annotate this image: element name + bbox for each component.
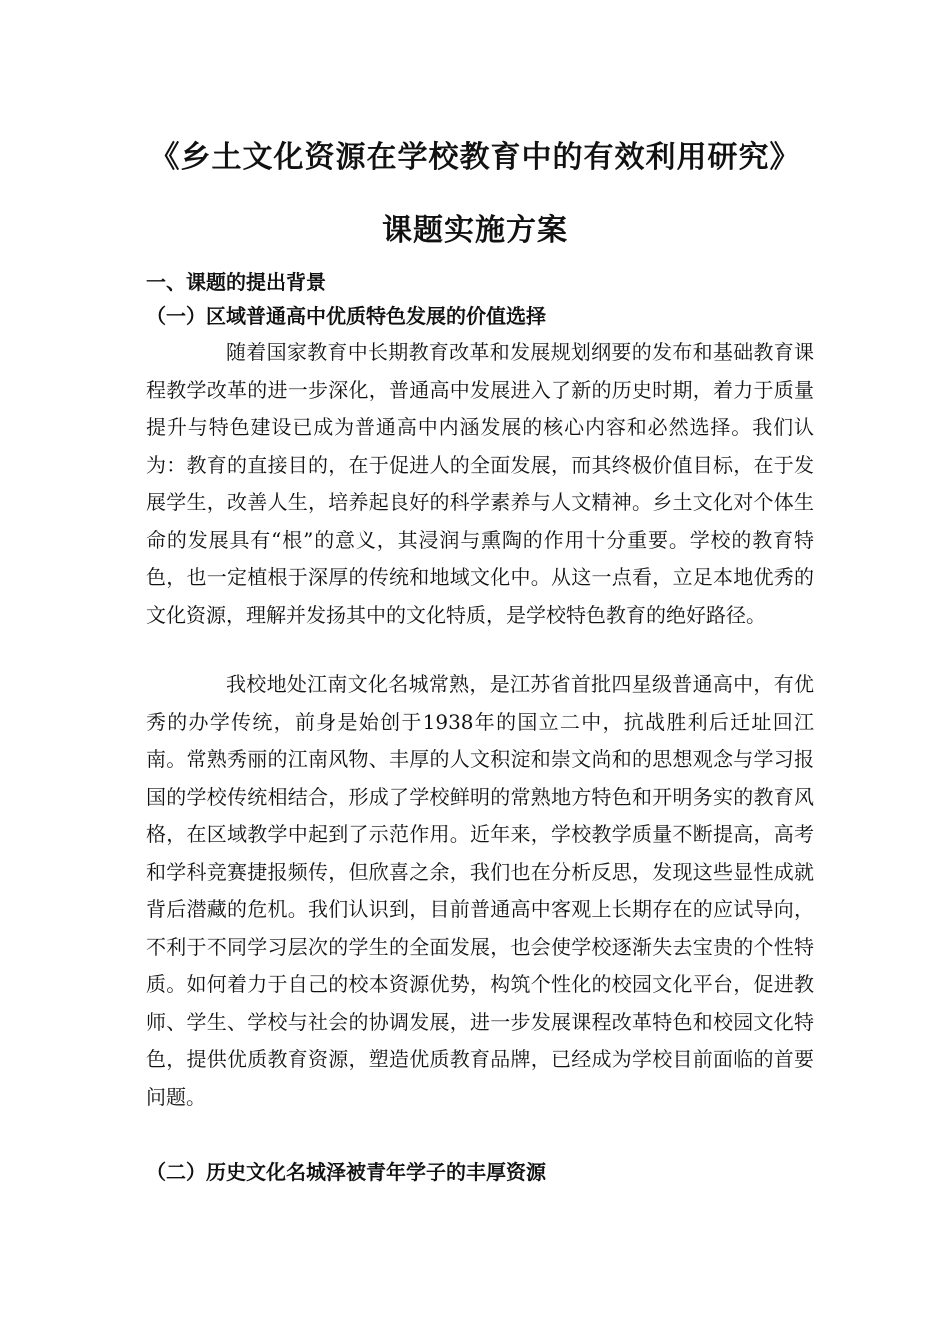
- subsection-heading-value-choice: （一）区域普通高中优质特色发展的价值选择: [146, 304, 546, 328]
- body-paragraph-2: 我校地处江南文化名城常熟，是江苏省首批四星级普通高中，有优秀的办学传统，前身是始创于1938年的国立二中，抗战胜利后迁址回江南。常熟秀丽的江南风物、丰厚的人文积淀和崇文尚和的思想观念与学习报国的学校传统相结合，形成了学校鲜明的常熟地方特色和开明务实的教育风格，在区域教学中起到了示范作用。近年来，学校教学质量不断提高，高考和学科竞赛捷报频传，但欣喜之余，我们也在分析反思，发现这些显性成就背后潜藏的危机。我们认识到，目前普通高中客观上长期存在的应试导向，不利于不同学习层次的学生的全面发展，也会使学校逐渐失去宝贵的个性特质。如何着力于自己的校本资源优势，构筑个性化的校园文化平台，促进教师、学生、学校与社会的协调发展，进一步发展课程改革特色和校园文化特色，提供优质教育资源，塑造优质教育品牌，已经成为学校目前面临的首要问题。: [146, 672, 814, 1109]
- body-paragraph-1: 随着国家教育中长期教育改革和发展规划纲要的发布和基础教育课程教学改革的进一步深化，普通高中发展进入了新的历史时期，着力于质量提升与特色建设已成为普通高中内涵发展的核心内容和必然选择。我们认为：教育的直接目的，在于促进人的全面发展，而其终极价值目标，在于发展学生，改善人生，培养起良好的科学素养与人文精神。乡土文化对个体生命的发展具有“根”的意义，其浸润与熏陶的作用十分重要。学校的教育特色，也一定植根于深厚的传统和地域文化中。从这一点看，立足本地优秀的文化资源，理解并发扬其中的文化特质，是学校特色教育的绝好路径。: [146, 340, 814, 627]
- section-heading-background: 一、课题的提出背景: [146, 270, 326, 294]
- document-title: 《乡土文化资源在学校教育中的有效利用研究》: [149, 140, 801, 175]
- subsection-heading-cultural-resources: （二）历史文化名城泽被青年学子的丰厚资源: [146, 1160, 546, 1184]
- document-subtitle: 课题实施方案: [382, 213, 568, 248]
